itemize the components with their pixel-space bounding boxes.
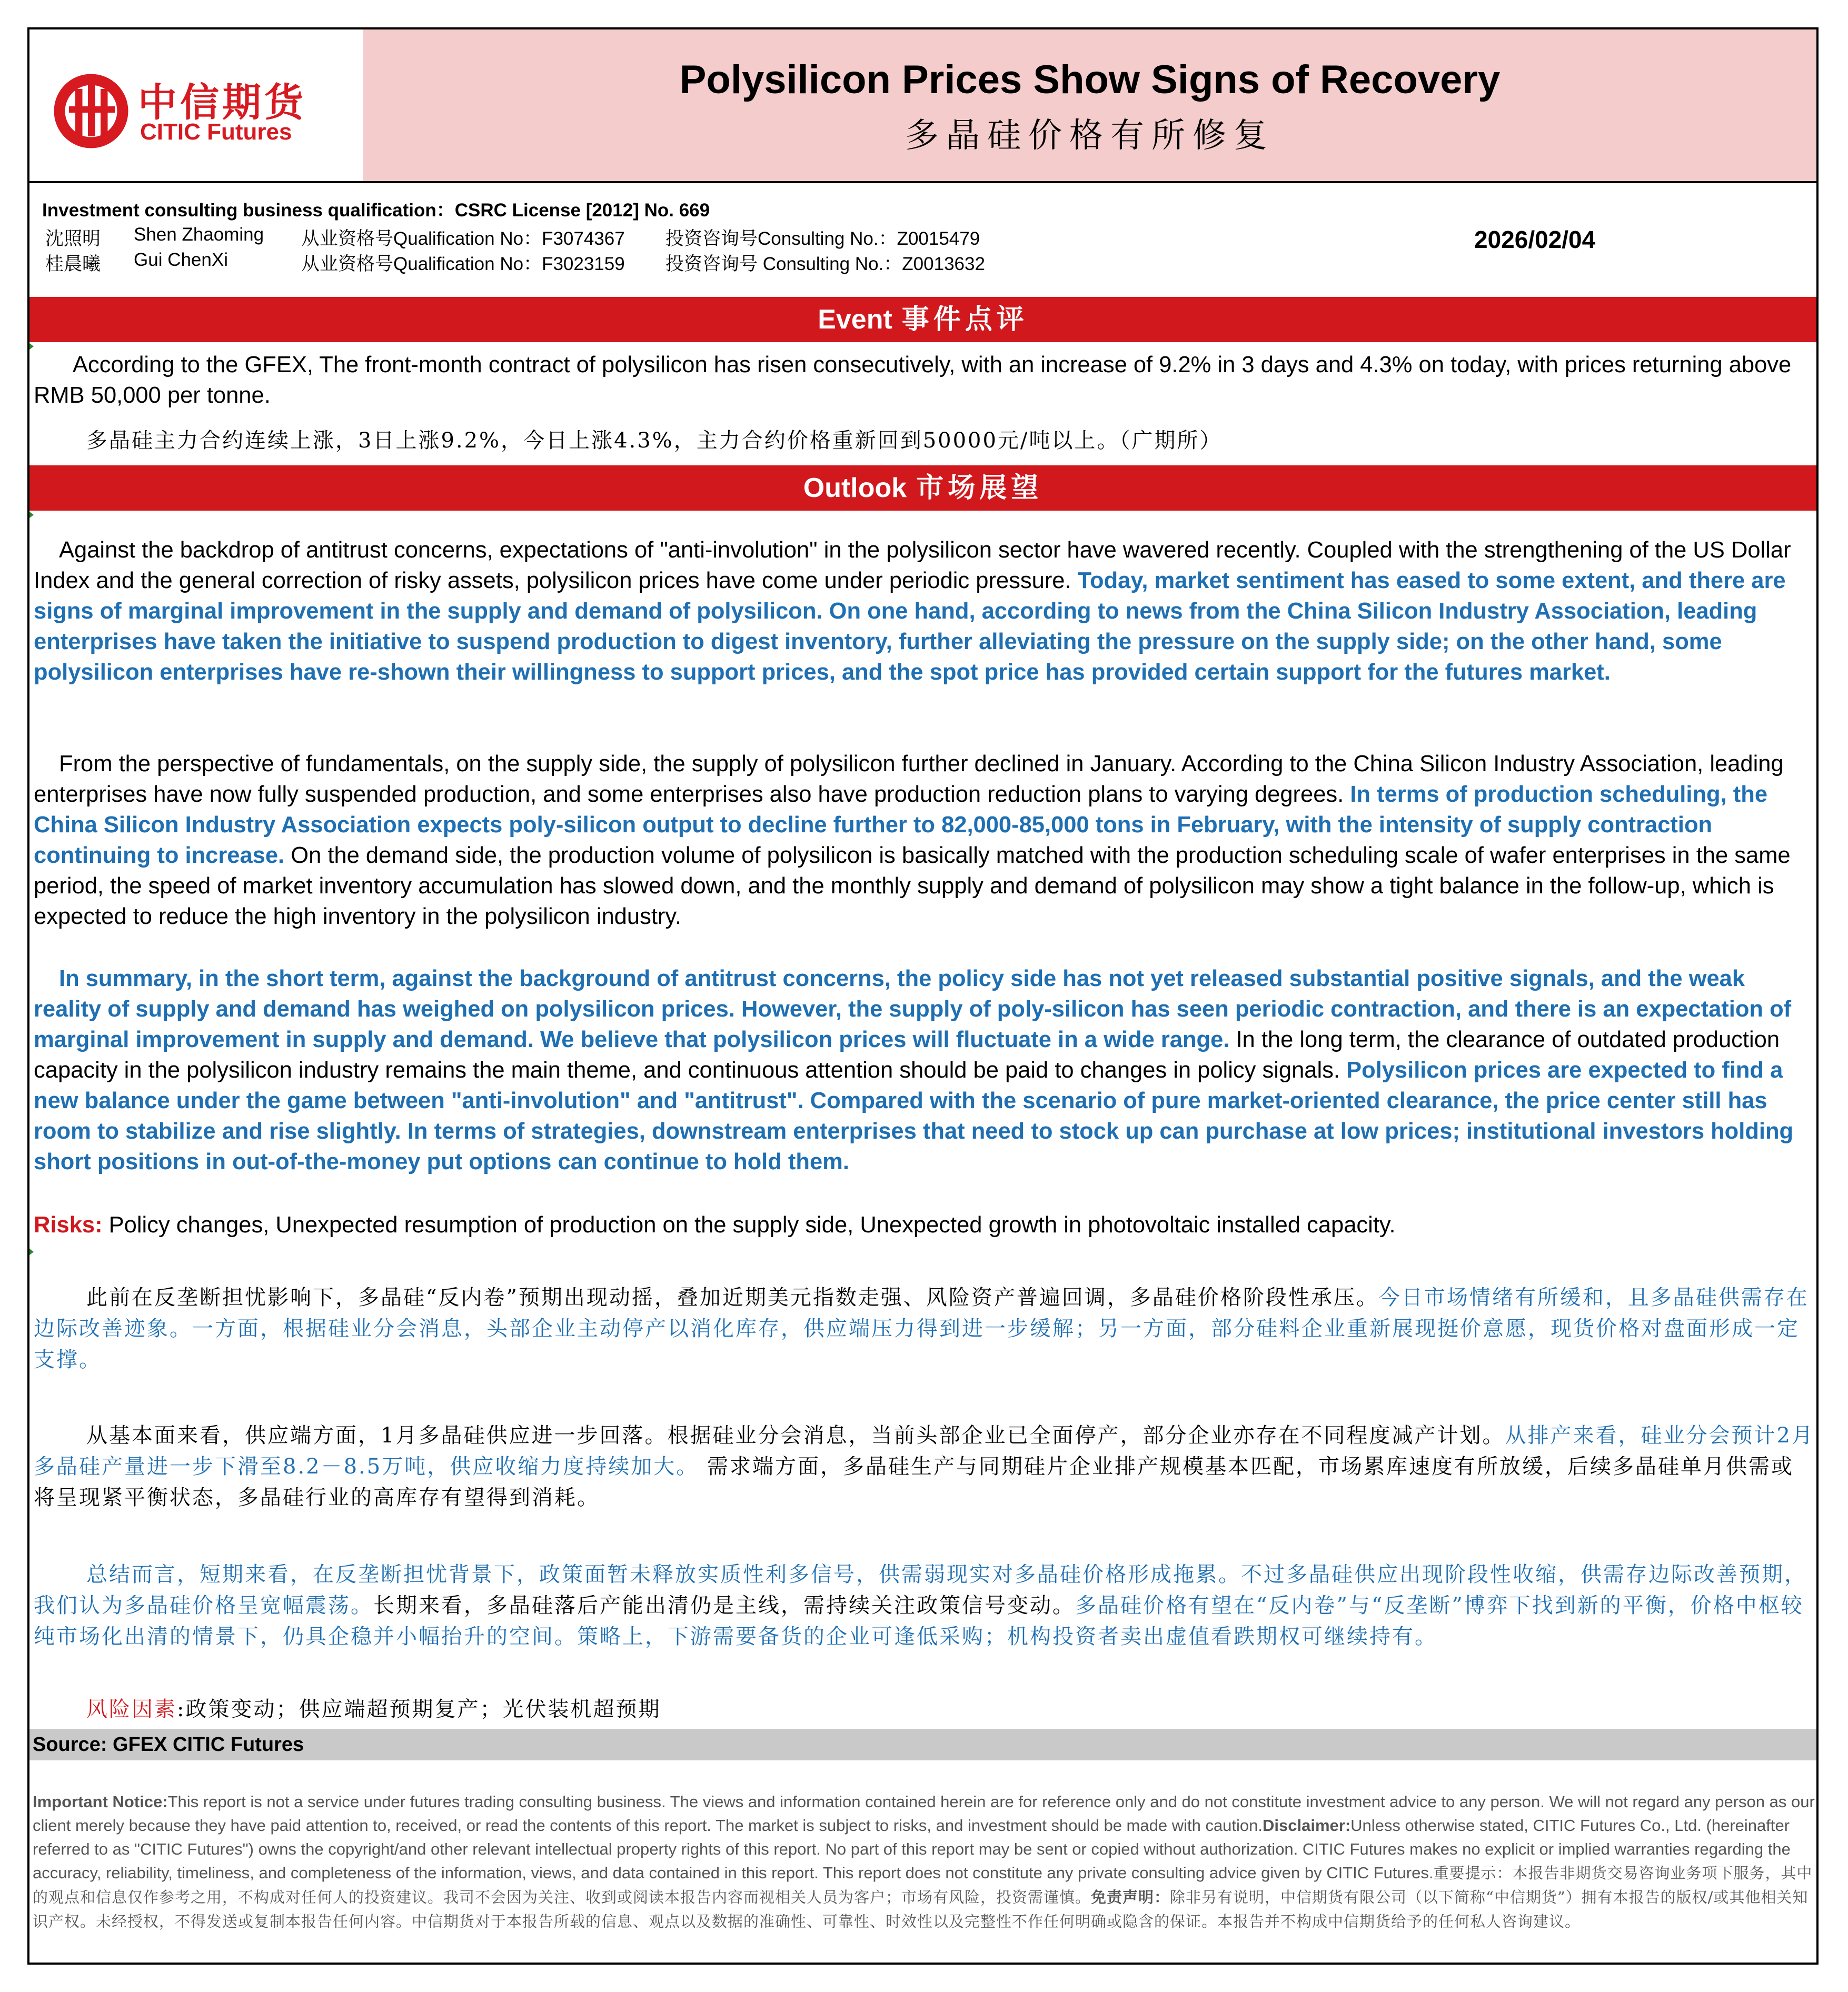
cn-notice-text: 本报告非期货交易咨询业务项下服务，其中的观点和信息仅作参考之用，不构成对任何人的投资建议。我司不会因为关注、收到或阅读本报告内容而视相关人员为客户；市场有风险，投资需谨慎。 — [33, 1864, 1813, 1906]
outlook-cn-p3-highlight-2: 多晶硅价格有望在“反内卷”与“反垄断”博弈下找到新的平衡，价格中枢较纯市场化出清的情景下，仍具企稳并小幅抬升的空间。策略上，下游需要备货的企业可逢低采购；机构投资者卖出虚值看跌期权可继续持有。 — [34, 1593, 1804, 1649]
outlook-paragraph-1 — [34, 535, 1815, 688]
qualification-number: 从业资格号Qualification No：F3074367 — [301, 228, 625, 249]
risks-text: Policy changes, Unexpected resumption of production on the supply side, Unexpected growth in photovoltaic installed capacity. — [102, 1212, 1396, 1238]
outlook-section-bar — [29, 465, 1816, 511]
outlook-cn-p1-highlight: 今日市场情绪有所缓和，且多晶硅供需存在边际改善迹象。一方面，根据硅业分会消息，头部企业主动停产以消化库存，供应端压力得到进一步缓解；另一方面，部分硅料企业重新展现挺价意愿，现货价格对盘面形成一定支撑。 — [34, 1286, 1809, 1372]
outlook-cn-p2-text: 从基本面来看，供应端方面，1月多晶硅供应进一步回落。根据硅业分会消息，当前头部企业已全面停产，部分企业亦存在不同程度减产计划。 — [86, 1423, 1505, 1448]
outlook-bar-cn: 市场展望 — [916, 472, 1043, 504]
analyst-name-en: Gui ChenXi — [134, 250, 228, 270]
outlook-p1-text: Against the backdrop of antitrust concerns, expectations of "anti-involution" in the polysilicon sector have wavered recently. Coupled with the strengthening of the US Dollar Index and the general correction of risky assets, polysilicon prices have come under periodic pressure. — [34, 537, 1791, 593]
report-header — [29, 29, 1816, 183]
outlook-p3-highlight-2: Polysilicon prices are expected to find a new balance under the game between "anti-involution" and "antitrust". Compared with the scenario of pure market-oriented clearance, the price center still has room to stabilize and rise slightly. In terms of strategies, downstream enterprises that need to stock up can purchase at low prices; institutional investors holding short positions in out-of-the-money put options can continue to hold them. — [34, 1058, 1794, 1174]
outlook-paragraph-3 — [34, 963, 1815, 1177]
risks-line — [34, 1210, 1815, 1240]
report-title-cn: 多晶硅价格有所修复 — [905, 116, 1275, 155]
license-line: Investment consulting business qualification：CSRC License [2012] No. 669 — [42, 200, 710, 221]
qualification-number: 从业资格号Qualification No：F3023159 — [301, 254, 625, 274]
cn-disclaimer-label: 免责声明： — [1091, 1888, 1170, 1906]
outlook-bar-en: Outlook — [803, 473, 907, 503]
disclaimer-text: Unless otherwise stated, CITIC Futures Co., Ltd. (hereinafter referred to as "CITIC Futures") owns the copyright/and other relevant intellectual property rights of this report. No part of this report may be sent or copied without authorization. CITIC Futures makes no explicit or implied warranties regarding the accuracy, reliability, timeliness, and completeness of the information, views, and data contained in this report. This report does not constitute any private consulting advice given by CITIC Futures. — [33, 1816, 1791, 1882]
outlook-cn-paragraph-3 — [34, 1559, 1815, 1652]
notice-text: This report is not a service under futures trading consulting business. The views and information contained herein are for reference only and do not constitute investment advice to any person. We will not regard any person as our client merely because they have paid attention to, received, or read the contents of this report. The market is subject to risks, and investment should be made with caution. — [33, 1792, 1815, 1835]
outlook-cn-p3-highlight: 总结而言，短期来看，在反垄断担忧背景下，政策面暂未释放实质性利多信号，供需弱现实对多晶硅价格形成拖累。不过多晶硅供应出现阶段性收缩，供需存边际改善预期，我们认为多晶硅价格呈宽幅震荡。 — [34, 1562, 1807, 1618]
analyst-name-cn: 沈照明 — [45, 228, 101, 250]
legal-notice — [33, 1790, 1816, 1934]
qualification-block — [29, 183, 1816, 297]
analyst-name-cn: 桂晨曦 — [45, 254, 101, 275]
risks-cn-line — [34, 1694, 1815, 1725]
report-page — [27, 27, 1819, 1965]
source-bar: Source: GFEX CITIC Futures — [29, 1729, 1816, 1760]
risks-label: Risks: — [34, 1212, 103, 1238]
title-block — [363, 29, 1816, 181]
outlook-cn-p3-text: 长期来看，多晶硅落后产能出清仍是主线，需持续关注政策信号变动。 — [373, 1593, 1075, 1618]
outlook-p1-highlight: Today, market sentiment has eased to some extent, and there are signs of marginal improvement in the supply and demand of polysilicon. On one hand, according to news from the China Silicon Industry Association, leading enterprises have taken the initiative to suspend production to digest inventory, further alleviating the pressure on the supply side; on the other hand, some polysilicon enterprises have re-shown their willingness to support prices, and the spot price has provided certain support for the futures market. — [34, 568, 1786, 685]
event-section-bar — [29, 297, 1816, 342]
event-bar-cn: 事件点评 — [901, 303, 1028, 335]
outlook-cn-paragraph-2 — [34, 1420, 1815, 1513]
citic-logo-icon — [52, 72, 131, 151]
risks-cn-label: 风险因素 — [86, 1697, 177, 1721]
notice-label: Important Notice: — [33, 1792, 168, 1811]
outlook-paragraph-2 — [34, 749, 1815, 932]
risks-cn-text: :政策变动；供应端超预期复产；光伏装机超预期 — [177, 1697, 661, 1721]
logo — [29, 29, 363, 181]
outlook-cn-p1-text: 此前在反垄断担忧影响下，多晶硅“反内卷”预期出现动摇，叠加近期美元指数走强、风险资产普遍回调，多晶硅价格阶段性承压。 — [86, 1286, 1379, 1310]
consulting-number: 投资咨询号 Consulting No.：Z0013632 — [665, 254, 985, 274]
outlook-cn-p2-highlight: 从排产来看，硅业分会预计2月多晶硅产量进一步下滑至8.2－8.5万吨，供应收缩力度持续加大。 — [34, 1423, 1814, 1479]
logo-en-text: CITIC Futures — [140, 119, 292, 145]
disclaimer-label: Disclaimer: — [1263, 1816, 1351, 1835]
outlook-p2-text: From the perspective of fundamentals, on the supply side, the supply of polysilicon further declined in January. According to the China Silicon Industry Association, leading enterprises have now fully suspended production, and some enterprises also have production reduction plans to varying degrees. — [34, 751, 1784, 807]
cell-marker-icon — [29, 1249, 34, 1255]
event-bar-en: Event — [818, 304, 892, 335]
outlook-cn-p2-text-2: 需求端方面，多晶硅生产与同期硅片企业排产规模基本匹配，市场累库速度有所放缓，后续多晶硅单月供需或将呈现紧平衡状态，多晶硅行业的高库存有望得到消耗。 — [34, 1455, 1794, 1510]
outlook-p3-highlight: In summary, in the short term, against the background of antitrust concerns, the policy side has not yet released substantial positive signals, and the weak reality of supply and demand has weighed on polysilicon prices. However, the supply of poly-silicon has seen periodic contraction, and there is an expectation of marginal improvement in supply and demand. We believe that polysilicon prices will fluctuate in a wide range. — [34, 966, 1792, 1052]
outlook-p3-text: In the long term, the clearance of outdated production capacity in the polysilicon industry remains the main theme, and continuous attention should be paid to changes in policy signals. — [34, 1027, 1780, 1083]
event-text-en: According to the GFEX, The front-month contract of polysilicon has risen consecutively, with an increase of 9.2% in 3 days and 4.3% on today, with prices returning above RMB 50,000 per tonne. — [34, 352, 1792, 408]
analyst-name-en: Shen Zhaoming — [134, 224, 264, 245]
outlook-p2-text-2: On the demand side, the production volume of polysilicon is basically matched with the production scheduling scale of wafer enterprises in the same period, the speed of market inventory accumulation has slowed down, and the monthly supply and demand of polysilicon may show a tight balance in the follow-up, which is expected to reduce the high inventory in the polysilicon industry. — [34, 843, 1791, 929]
cn-disclaimer-text: 除非另有说明，中信期货有限公司（以下简称“中信期货”）拥有本报告的版权/或其他相关知识产权。未经授权，不得发送或复制本报告任何内容。中信期货对于本报告所载的信息、观点以及数据的准确性、可靠性、时效性以及完整性不作任何明确或隐含的保证。本报告并不构成中信期货给予的任何私人咨询建议。 — [33, 1888, 1809, 1930]
outlook-cn-paragraph-1 — [34, 1282, 1815, 1376]
report-date: 2026/02/04 — [1474, 226, 1596, 253]
consulting-number: 投资咨询号Consulting No.：Z0015479 — [665, 228, 980, 249]
cell-marker-icon — [29, 343, 34, 350]
outlook-p2-highlight: In terms of production scheduling, the China Silicon Industry Association expects poly-silicon output to decline further to 82,000-85,000 tons in February, with the intensity of supply contraction continuing to increase. — [34, 782, 1768, 868]
logo-cn-text: 中信期货 — [138, 80, 306, 125]
cn-notice-label: 重要提示： — [1433, 1864, 1513, 1882]
event-text-cn: 多晶硅主力合约连续上涨，3日上涨9.2%，今日上涨4.3%，主力合约价格重新回到50000元/吨以上。（广期所） — [86, 429, 1223, 453]
cell-marker-icon — [29, 512, 34, 518]
report-title-en: Polysilicon Prices Show Signs of Recovery — [679, 57, 1501, 102]
